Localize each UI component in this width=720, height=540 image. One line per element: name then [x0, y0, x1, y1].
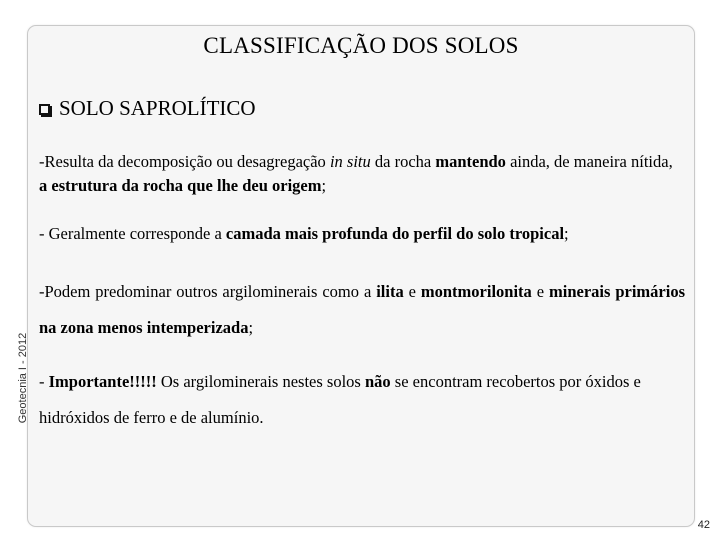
- text-span: e: [403, 282, 421, 301]
- bold-text: não: [364, 372, 391, 391]
- paragraph-depth: [39, 222, 685, 246]
- page-number: 42: [697, 519, 710, 531]
- section-heading: [39, 96, 256, 121]
- slide-title: CLASSIFICAÇÃO DOS SOLOS: [203, 33, 519, 58]
- section-heading-text: SOLO SAPROLÍTICO: [59, 96, 256, 120]
- bold-text: Importante!!!!!: [48, 372, 157, 391]
- text-span: ;: [564, 224, 569, 243]
- text-span: Os argilominerais nestes solos: [156, 372, 365, 391]
- text-span: ;: [321, 176, 327, 195]
- paragraph-important: [39, 364, 685, 436]
- bold-text: minerais primários na zona menos intemperizada: [39, 282, 685, 337]
- text-span: -: [39, 372, 49, 391]
- text-span: da rocha: [370, 152, 436, 171]
- text-span: se encontram recobertos por óxidos e hidróxidos de ferro e de alumínio.: [39, 372, 641, 427]
- text-span: -Podem predominar outros argilominerais como a: [39, 282, 377, 301]
- paragraph-origin: [39, 150, 685, 198]
- paragraph-minerals: [39, 274, 685, 346]
- bold-text: mantendo: [435, 152, 506, 171]
- course-label: Geotecnia I - 2012: [17, 332, 29, 424]
- text-span: - Geralmente corresponde a: [39, 224, 226, 243]
- bold-text: camada mais profunda do perfil do solo tropical: [225, 224, 565, 243]
- text-span: e: [531, 282, 549, 301]
- italic-text: in situ: [329, 152, 371, 171]
- bold-text: a estrutura da rocha que lhe deu origem: [39, 176, 322, 195]
- bold-text: ilita: [376, 282, 404, 301]
- bold-text: montmorilonita: [420, 282, 532, 301]
- text-span: ;: [248, 318, 254, 337]
- text-span: -Resulta da decomposição ou desagregação: [39, 152, 330, 171]
- square-bullet-icon: [39, 104, 50, 115]
- text-span: ainda, de maneira nítida,: [505, 152, 673, 171]
